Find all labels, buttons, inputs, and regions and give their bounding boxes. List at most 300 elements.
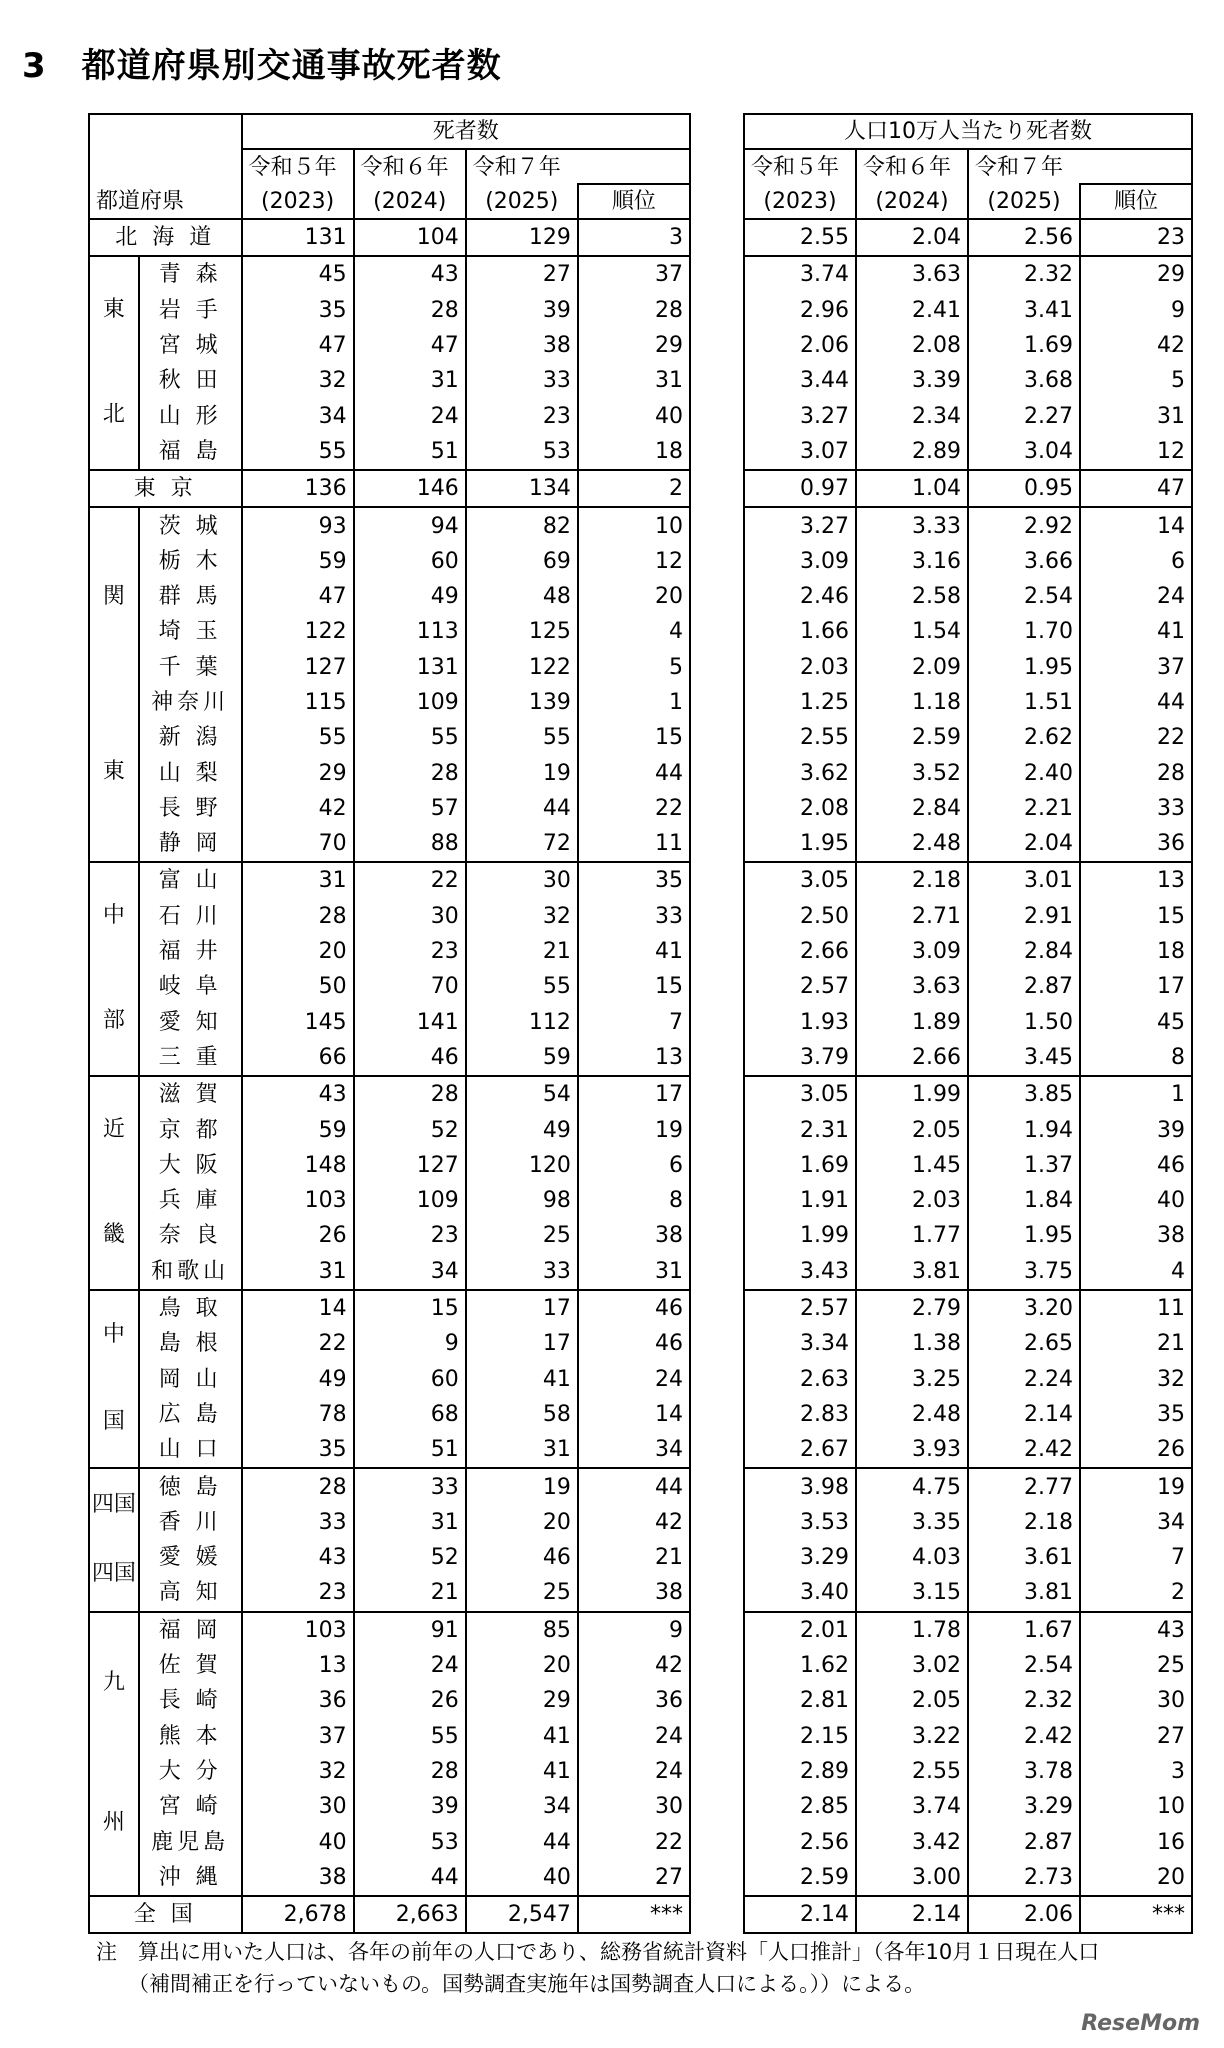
- deaths-value: 28: [242, 1468, 354, 1504]
- deaths-value: 44: [354, 1860, 466, 1896]
- resemom-logo: ReseMom: [1081, 2011, 1200, 2036]
- deaths-value: 34: [466, 1789, 578, 1824]
- footnote-line-1: 注 算出に用いた人口は、各年の前年の人口であり、総務省統計資料「人口推計」（各年10月１日現在人口: [96, 1940, 1100, 1964]
- prefecture-name: 神奈川: [139, 685, 242, 720]
- rate-value: 2.62: [968, 720, 1080, 755]
- deaths-value: 28: [354, 755, 466, 790]
- deaths-value: 43: [242, 1076, 354, 1112]
- deaths-value: 34: [354, 1254, 466, 1290]
- rate-value: 2.65: [968, 1326, 1080, 1361]
- deaths-value: 46: [354, 1040, 466, 1076]
- deaths-value: 23: [354, 1218, 466, 1253]
- deaths-value: 35: [242, 1432, 354, 1468]
- deaths-rank: 40: [578, 398, 690, 433]
- rate-rank: 45: [1080, 1005, 1192, 1040]
- deaths-value: 55: [466, 969, 578, 1004]
- deaths-rank: 24: [578, 1718, 690, 1753]
- rate-value: 1.94: [968, 1112, 1080, 1147]
- prefecture-name: 新 潟: [139, 720, 242, 755]
- deaths-value: 41: [466, 1362, 578, 1397]
- rate-value: 2.21: [968, 791, 1080, 826]
- total-deaths-value: 2,678: [242, 1896, 354, 1933]
- rate-value: 2.58: [856, 579, 968, 614]
- rate-rank: 6: [1080, 544, 1192, 579]
- deaths-value: 29: [466, 1683, 578, 1718]
- rate-value: 1.95: [968, 650, 1080, 685]
- deaths-value: 30: [466, 862, 578, 898]
- rate-value: 2.73: [968, 1860, 1080, 1896]
- deaths-value: 127: [354, 1148, 466, 1183]
- deaths-rank: 37: [578, 256, 690, 292]
- rate-value: 1.89: [856, 1005, 968, 1040]
- deaths-rank: 31: [578, 1254, 690, 1290]
- rate-rank: 42: [1080, 328, 1192, 363]
- prefecture-name: 埼 玉: [139, 614, 242, 649]
- deaths-value: 47: [242, 579, 354, 614]
- rate-value: 2.48: [856, 826, 968, 862]
- rate-value: 2.57: [744, 1290, 856, 1326]
- rate-value: 3.74: [744, 256, 856, 292]
- rate-rank: 4: [1080, 1254, 1192, 1290]
- deaths-value: 23: [242, 1575, 354, 1611]
- region-char: 中: [102, 1322, 125, 1348]
- header-year: 令和７年: [466, 149, 578, 184]
- deaths-value: 55: [354, 1718, 466, 1753]
- rate-value: 1.62: [744, 1648, 856, 1683]
- deaths-rank: 13: [578, 1040, 690, 1076]
- rate-value: 1.45: [856, 1148, 968, 1183]
- deaths-rank: 3: [578, 219, 690, 256]
- rate-rank: 36: [1080, 826, 1192, 862]
- region-label: [89, 1076, 139, 1290]
- header-year-ad: (2024): [354, 184, 466, 219]
- rate-rank: 19: [1080, 1468, 1192, 1504]
- rate-value: 3.35: [856, 1505, 968, 1540]
- prefecture-name: 岡 山: [139, 1362, 242, 1397]
- rate-value: 3.66: [968, 544, 1080, 579]
- deaths-value: 45: [242, 256, 354, 292]
- header-spacer: [1080, 149, 1192, 184]
- prefecture-name: 宮 崎: [139, 1789, 242, 1824]
- deaths-value: 47: [242, 328, 354, 363]
- rate-rank: 34: [1080, 1505, 1192, 1540]
- rate-value: 2.01: [744, 1612, 856, 1648]
- deaths-value: 25: [466, 1218, 578, 1253]
- deaths-value: 32: [242, 1754, 354, 1789]
- deaths-value: 145: [242, 1005, 354, 1040]
- deaths-value: 70: [354, 969, 466, 1004]
- rate-value: 2.57: [744, 969, 856, 1004]
- prefecture-name: 愛 知: [139, 1005, 242, 1040]
- prefecture-name: 佐 賀: [139, 1648, 242, 1683]
- deaths-value: 120: [466, 1148, 578, 1183]
- deaths-value: 26: [242, 1218, 354, 1253]
- rate-value: 4.75: [856, 1468, 968, 1504]
- rate-value: 1.66: [744, 614, 856, 649]
- rate-value: 2.83: [744, 1397, 856, 1432]
- deaths-value: 134: [466, 470, 578, 507]
- rate-value: 1.99: [856, 1076, 968, 1112]
- deaths-value: 70: [242, 826, 354, 862]
- region-char: 東: [102, 759, 125, 785]
- region-label: [89, 1468, 139, 1611]
- prefecture-name: 徳 島: [139, 1468, 242, 1504]
- deaths-value: 28: [354, 1754, 466, 1789]
- region-char: 中: [102, 903, 125, 929]
- deaths-value: 93: [242, 507, 354, 543]
- prefecture-name: 兵 庫: [139, 1183, 242, 1218]
- deaths-value: 53: [354, 1824, 466, 1859]
- rate-value: 3.29: [744, 1540, 856, 1575]
- region-label: [89, 507, 139, 862]
- rate-value: 2.55: [744, 219, 856, 256]
- rate-value: 2.27: [968, 398, 1080, 433]
- deaths-value: 9: [354, 1326, 466, 1361]
- deaths-value: 50: [242, 969, 354, 1004]
- deaths-value: 42: [242, 791, 354, 826]
- deaths-value: 49: [354, 579, 466, 614]
- deaths-value: 58: [466, 1397, 578, 1432]
- header-year-ad: (2025): [968, 184, 1080, 219]
- deaths-value: 54: [466, 1076, 578, 1112]
- region-char: 国: [102, 1409, 125, 1435]
- rate-value: 2.54: [968, 579, 1080, 614]
- deaths-rank: 8: [578, 1183, 690, 1218]
- rate-value: 2.89: [744, 1754, 856, 1789]
- rate-value: 3.04: [968, 434, 1080, 470]
- rate-value: 1.04: [856, 470, 968, 507]
- rate-value: 2.03: [856, 1183, 968, 1218]
- deaths-value: 112: [466, 1005, 578, 1040]
- rate-rank: 43: [1080, 1612, 1192, 1648]
- deaths-value: 55: [242, 434, 354, 470]
- rate-rank: 23: [1080, 219, 1192, 256]
- deaths-value: 31: [242, 862, 354, 898]
- prefecture-name: 宮 城: [139, 328, 242, 363]
- rate-value: 2.48: [856, 1397, 968, 1432]
- rate-value: 2.50: [744, 899, 856, 934]
- rate-rank: 18: [1080, 934, 1192, 969]
- rate-value: 3.09: [856, 934, 968, 969]
- total-deaths-value: ***: [578, 1896, 690, 1933]
- deaths-rank: 15: [578, 720, 690, 755]
- region-label: [89, 256, 139, 470]
- deaths-value: 40: [242, 1824, 354, 1859]
- rate-value: 2.41: [856, 293, 968, 328]
- prefecture-name: 北 海 道: [89, 219, 242, 256]
- rate-rank: 7: [1080, 1540, 1192, 1575]
- rate-rank: 5: [1080, 363, 1192, 398]
- rate-value: 3.45: [968, 1040, 1080, 1076]
- rate-rank: 2: [1080, 1575, 1192, 1611]
- prefecture-name: 山 形: [139, 398, 242, 433]
- rate-value: 2.08: [744, 791, 856, 826]
- rate-value: 2.59: [744, 1860, 856, 1896]
- prefecture-name: 鹿児島: [139, 1824, 242, 1859]
- rate-rank: 31: [1080, 398, 1192, 433]
- deaths-rank: 11: [578, 826, 690, 862]
- rate-value: 1.95: [744, 826, 856, 862]
- deaths-value: 13: [242, 1648, 354, 1683]
- deaths-value: 53: [466, 434, 578, 470]
- prefecture-name: 茨 城: [139, 507, 242, 543]
- deaths-value: 23: [354, 934, 466, 969]
- deaths-rank: 24: [578, 1362, 690, 1397]
- deaths-value: 91: [354, 1612, 466, 1648]
- rate-value: 2.31: [744, 1112, 856, 1147]
- rate-value: 3.52: [856, 755, 968, 790]
- deaths-rank: 2: [578, 470, 690, 507]
- deaths-value: 40: [466, 1860, 578, 1896]
- deaths-value: 59: [242, 1112, 354, 1147]
- rate-value: 2.56: [968, 219, 1080, 256]
- deaths-rank: 10: [578, 507, 690, 543]
- header-spacer: [89, 149, 242, 184]
- deaths-value: 20: [466, 1648, 578, 1683]
- rate-value: 2.89: [856, 434, 968, 470]
- rate-rank: 33: [1080, 791, 1192, 826]
- deaths-rank: 33: [578, 899, 690, 934]
- region-char: 畿: [102, 1221, 125, 1247]
- prefecture-name: 高 知: [139, 1575, 242, 1611]
- rate-value: 3.02: [856, 1648, 968, 1683]
- prefecture-name: 福 岡: [139, 1612, 242, 1648]
- prefecture-name: 大 阪: [139, 1148, 242, 1183]
- deaths-value: 139: [466, 685, 578, 720]
- deaths-rank: 20: [578, 579, 690, 614]
- deaths-rank: 42: [578, 1505, 690, 1540]
- rate-value: 2.63: [744, 1362, 856, 1397]
- prefecture-name: 石 川: [139, 899, 242, 934]
- region-char: 四国: [91, 1561, 136, 1587]
- prefecture-name: 福 井: [139, 934, 242, 969]
- deaths-value: 39: [354, 1789, 466, 1824]
- total-rate-value: ***: [1080, 1896, 1192, 1933]
- rate-value: 2.66: [744, 934, 856, 969]
- header-spacer: [89, 114, 242, 149]
- rate-rank: 38: [1080, 1218, 1192, 1253]
- rate-value: 2.05: [856, 1683, 968, 1718]
- deaths-value: 109: [354, 1183, 466, 1218]
- deaths-rank: 28: [578, 293, 690, 328]
- rate-value: 3.27: [744, 398, 856, 433]
- rate-value: 3.61: [968, 1540, 1080, 1575]
- rate-value: 1.95: [968, 1218, 1080, 1253]
- region-char: 九: [102, 1670, 125, 1696]
- deaths-value: 141: [354, 1005, 466, 1040]
- page-title: 3 都道府県別交通事故死者数: [22, 46, 502, 86]
- deaths-value: 21: [354, 1575, 466, 1611]
- deaths-value: 131: [242, 219, 354, 256]
- deaths-value: 28: [354, 1076, 466, 1112]
- rate-rank: 9: [1080, 293, 1192, 328]
- prefecture-name: 三 重: [139, 1040, 242, 1076]
- rate-value: 3.01: [968, 862, 1080, 898]
- deaths-value: 78: [242, 1397, 354, 1432]
- deaths-value: 31: [242, 1254, 354, 1290]
- region-char: 部: [102, 1008, 125, 1034]
- deaths-value: 55: [242, 720, 354, 755]
- deaths-value: 23: [466, 398, 578, 433]
- deaths-rank: 46: [578, 1290, 690, 1326]
- rate-value: 3.07: [744, 434, 856, 470]
- deaths-value: 51: [354, 434, 466, 470]
- rate-value: 3.68: [968, 363, 1080, 398]
- deaths-value: 36: [242, 1683, 354, 1718]
- deaths-value: 26: [354, 1683, 466, 1718]
- deaths-value: 37: [242, 1718, 354, 1753]
- prefecture-name: 長 崎: [139, 1683, 242, 1718]
- deaths-value: 14: [242, 1290, 354, 1326]
- deaths-value: 31: [354, 1505, 466, 1540]
- rate-rank: 15: [1080, 899, 1192, 934]
- prefecture-name: 長 野: [139, 791, 242, 826]
- region-label: [89, 862, 139, 1076]
- deaths-value: 35: [242, 293, 354, 328]
- deaths-value: 69: [466, 544, 578, 579]
- rate-value: 2.40: [968, 755, 1080, 790]
- deaths-value: 29: [242, 755, 354, 790]
- total-rate-value: 2.14: [744, 1896, 856, 1933]
- rate-value: 3.85: [968, 1076, 1080, 1112]
- header-year: 令和５年: [242, 149, 354, 184]
- rate-value: 3.98: [744, 1468, 856, 1504]
- deaths-value: 31: [466, 1432, 578, 1468]
- rate-value: 2.03: [744, 650, 856, 685]
- rate-value: 2.59: [856, 720, 968, 755]
- rate-value: 0.97: [744, 470, 856, 507]
- rate-value: 2.79: [856, 1290, 968, 1326]
- deaths-value: 41: [466, 1718, 578, 1753]
- header-rank: 順位: [1080, 184, 1192, 219]
- rate-value: 2.09: [856, 650, 968, 685]
- rate-value: 1.69: [968, 328, 1080, 363]
- rate-value: 2.46: [744, 579, 856, 614]
- rate-rank: 46: [1080, 1148, 1192, 1183]
- rate-value: 2.15: [744, 1718, 856, 1753]
- rate-value: 3.16: [856, 544, 968, 579]
- rate-rank: 12: [1080, 434, 1192, 470]
- region-char: 近: [102, 1117, 125, 1143]
- rate-value: 2.71: [856, 899, 968, 934]
- prefecture-name: 青 森: [139, 256, 242, 292]
- deaths-rank: 34: [578, 1432, 690, 1468]
- deaths-value: 39: [466, 293, 578, 328]
- prefecture-name: 岐 阜: [139, 969, 242, 1004]
- deaths-value: 30: [354, 899, 466, 934]
- deaths-value: 49: [466, 1112, 578, 1147]
- rate-value: 3.43: [744, 1254, 856, 1290]
- header-spacer: [578, 149, 690, 184]
- rate-value: 2.24: [968, 1362, 1080, 1397]
- rate-value: 3.40: [744, 1575, 856, 1611]
- deaths-value: 21: [466, 934, 578, 969]
- rate-value: 1.70: [968, 614, 1080, 649]
- prefecture-name: 島 根: [139, 1326, 242, 1361]
- deaths-rank: 5: [578, 650, 690, 685]
- region-char: 州: [102, 1810, 125, 1836]
- deaths-value: 127: [242, 650, 354, 685]
- deaths-value: 24: [354, 398, 466, 433]
- deaths-rank: 4: [578, 614, 690, 649]
- rate-rank: 22: [1080, 720, 1192, 755]
- rate-value: 2.42: [968, 1432, 1080, 1468]
- rate-value: 3.78: [968, 1754, 1080, 1789]
- header-year-ad: (2023): [242, 184, 354, 219]
- rate-value: 3.81: [856, 1254, 968, 1290]
- rate-value: 3.25: [856, 1362, 968, 1397]
- region-char: 関: [102, 583, 125, 609]
- rate-rank: 10: [1080, 1789, 1192, 1824]
- rate-value: 2.55: [856, 1754, 968, 1789]
- rate-value: 2.81: [744, 1683, 856, 1718]
- prefecture-name: 広 島: [139, 1397, 242, 1432]
- deaths-rank: 31: [578, 363, 690, 398]
- rate-rank: 47: [1080, 470, 1192, 507]
- rate-rank: 20: [1080, 1860, 1192, 1896]
- rate-value: 2.87: [968, 1824, 1080, 1859]
- deaths-value: 49: [242, 1362, 354, 1397]
- deaths-value: 88: [354, 826, 466, 862]
- rate-value: 3.09: [744, 544, 856, 579]
- prefecture-name: 滋 賀: [139, 1076, 242, 1112]
- rate-rank: 11: [1080, 1290, 1192, 1326]
- rate-value: 2.87: [968, 969, 1080, 1004]
- header-year: 令和６年: [354, 149, 466, 184]
- deaths-value: 59: [466, 1040, 578, 1076]
- region-label: [89, 1290, 139, 1468]
- deaths-value: 41: [466, 1754, 578, 1789]
- prefecture-name: 鳥 取: [139, 1290, 242, 1326]
- header-year: 令和７年: [968, 149, 1080, 184]
- rate-rank: 8: [1080, 1040, 1192, 1076]
- deaths-value: 51: [354, 1432, 466, 1468]
- rate-rank: 30: [1080, 1683, 1192, 1718]
- deaths-value: 68: [354, 1397, 466, 1432]
- rate-value: 2.06: [744, 328, 856, 363]
- rate-value: 3.79: [744, 1040, 856, 1076]
- deaths-rank: 21: [578, 1540, 690, 1575]
- rate-value: 3.33: [856, 507, 968, 543]
- rate-value: 1.78: [856, 1612, 968, 1648]
- rate-value: 2.66: [856, 1040, 968, 1076]
- rate-rank: 21: [1080, 1326, 1192, 1361]
- rate-rank: 37: [1080, 650, 1192, 685]
- rate-rank: 29: [1080, 256, 1192, 292]
- rate-value: 2.32: [968, 1683, 1080, 1718]
- rate-value: 3.15: [856, 1575, 968, 1611]
- rate-value: 3.63: [856, 256, 968, 292]
- deaths-value: 25: [466, 1575, 578, 1611]
- rate-rank: 24: [1080, 579, 1192, 614]
- deaths-value: 136: [242, 470, 354, 507]
- rate-value: 2.32: [968, 256, 1080, 292]
- rate-value: 1.37: [968, 1148, 1080, 1183]
- deaths-value: 59: [242, 544, 354, 579]
- deaths-value: 60: [354, 544, 466, 579]
- deaths-value: 44: [466, 1824, 578, 1859]
- rate-value: 1.38: [856, 1326, 968, 1361]
- prefecture-name: 千 葉: [139, 650, 242, 685]
- header-year-ad: (2023): [744, 184, 856, 219]
- deaths-value: 103: [242, 1183, 354, 1218]
- rate-value: 2.96: [744, 293, 856, 328]
- rate-value: 2.84: [856, 791, 968, 826]
- rate-value: 3.53: [744, 1505, 856, 1540]
- total-label: 全 国: [89, 1896, 242, 1933]
- rate-value: 4.03: [856, 1540, 968, 1575]
- deaths-rank: 7: [578, 1005, 690, 1040]
